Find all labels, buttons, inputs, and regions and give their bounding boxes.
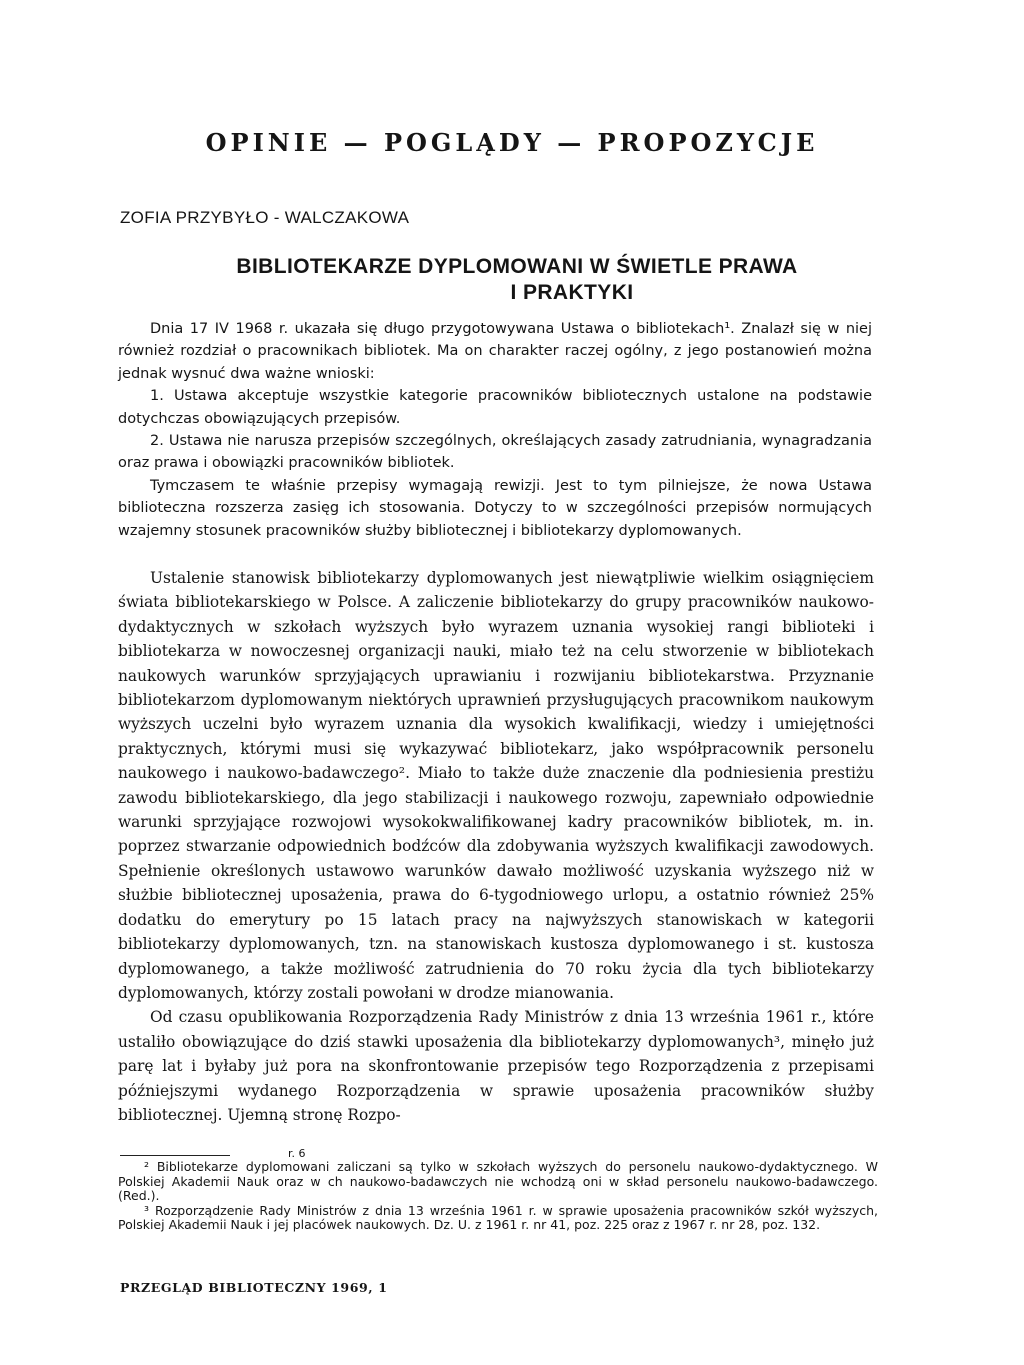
- article-title-line-2: I PRAKTYKI: [510, 281, 634, 304]
- footnote-3: ³ Rozporządzenie Rady Ministrów z dnia 13 września 1961 r. w sprawie uposażenia pracowników szkół wyższych, Polskiej Akademii Nauk i jej placówek naukowych. Dz. U. z 1961 r. nr 41, poz. 225 oraz z 1967 r. nr 28, poz. 132.: [118, 1202, 878, 1233]
- section-heading: OPINIE — POGLĄDY — PROPOZYCJE: [205, 128, 819, 157]
- article-body-upper: [118, 318, 872, 542]
- article-body-lower: [118, 566, 874, 1127]
- journal-footer: PRZEGLĄD BIBLIOTECZNY 1969, 1: [120, 1280, 388, 1295]
- paragraph-3: Tymczasem te właśnie przepisy wymagają rewizji. Jest to tym pilniejsze, że nowa Ustawa biblioteczna rozszerza zasięg ich stosowania. Dotyczy to w szczególności przepisów normujących wzajemny stosunek pracowników służby bibliotecznej i bibliotekarzy dyplomowanych.: [118, 477, 872, 539]
- paragraph-5: Od czasu opublikowania Rozporządzenia Rady Ministrów z dnia 13 września 1961 r., które ustaliło obowiązujące do dziś stawki uposażenia dla bibliotekarzy dyplomowanych³, minęło już parę lat i byłaby już pora na skonfrontowanie przepisów tego Rozporządzenia z przepisami późniejszymi wydanego Rozporządzenia w sprawie uposażenia pracowników służby bibliotecznej. Ujemną stronę Rozpo-: [118, 1008, 874, 1124]
- author-name: ZOFIA PRZYBYŁO - WALCZAKOWA: [120, 208, 410, 227]
- footnote-divider: [120, 1155, 230, 1156]
- paragraph-point-2: 2. Ustawa nie narusza przepisów szczególnych, określających zasady zatrudniania, wynagradzania oraz prawa i obowiązki pracowników bibliotek.: [118, 433, 872, 472]
- paragraph-intro: Dnia 17 IV 1968 r. ukazała się długo przygotowywana Ustawa o bibliotekach¹. Znalazł się w niej również rozdział o pracownikach bibliotek. Ma on charakter raczej ogólny, z jego postanowień można jednak wysnuć dwa ważne wnioski:: [118, 321, 872, 382]
- footnote-page-mark: r. 6: [288, 1147, 306, 1160]
- paragraph-point-1: 1. Ustawa akceptuje wszystkie kategorie pracowników bibliotecznych ustalone na podstawie dotychczas obowiązujących przepisów.: [118, 388, 872, 427]
- paragraph-4: Ustalenie stanowisk bibliotekarzy dyplomowanych jest niewątpliwie wielkim osiągnięciem świata bibliotekarskiego w Polsce. A zaliczenie bibliotekarzy do grupy pracowników naukowo-dydaktycznych w szkołach wyższych było wyrazem uznania wysokiej rangi biblioteki i bibliotekarza w nowoczesnej organizacji nauki, miało też na celu stworzenie w bibliotekach naukowych warunków sprzyjających uprawianiu i rozwijaniu bibliotekarstwa. Przyznanie bibliotekarzom dyplomowanym niektórych uprawnień przysługujących pracownikom naukowym wyższych uczelni było wyrazem uznania dla wysokich kwalifikacji, wiedzy i umiejętności praktycznych, którymi musi się wykazywać bibliotekarz, jako współpracownik personelu naukowego i naukowo-badawczego². Miało to także duże znaczenie dla podniesienia prestiżu zawodu bibliotekarskiego, dla jego stabilizacji i naukowego rozwoju, zapewniało odpowiednie warunki sprzyjające rozwojowi wysokokwalifikowanej kadry pracowników bibliotek, m. in. poprzez stwarzanie odpowiednich bodźców dla zdobywania wyższych kwalifikacji zawodowych. Spełnienie określonych ustawowo warunków dawało możliwość uzyskania wyższego niż w służbie bibliotecznej uposażenia, prawa do 6-tygodniowego urlopu, a ostatnio również 25% dodatku do emerytury po 15 latach pracy na najwyższych stanowiskach w kategorii bibliotekarzy dyplomowanych, tzn. na stanowiskach kustosza dyplomowanego i st. kustosza dyplomowanego, a także możliwość zatrudnienia do 70 roku życia dla tych bibliotekarzy dyplomowanych, którzy zostali powołani w drodze mianowania.: [118, 569, 874, 1002]
- footnote-2: ² Bibliotekarze dyplomowani zaliczani są tylko w szkołach wyższych do personelu naukowo-dydaktycznego. W Polskiej Akademii Nauk oraz w ch naukowo-badawczych nie wchodzą oni w skład personelu naukowo-badawczego. (Red.).: [118, 1159, 878, 1204]
- footnotes: [118, 1160, 878, 1233]
- article-title: [0, 254, 1024, 306]
- article-title-line-1: BIBLIOTEKARZE DYPLOMOWANI W ŚWIETLE PRAWA: [236, 255, 798, 278]
